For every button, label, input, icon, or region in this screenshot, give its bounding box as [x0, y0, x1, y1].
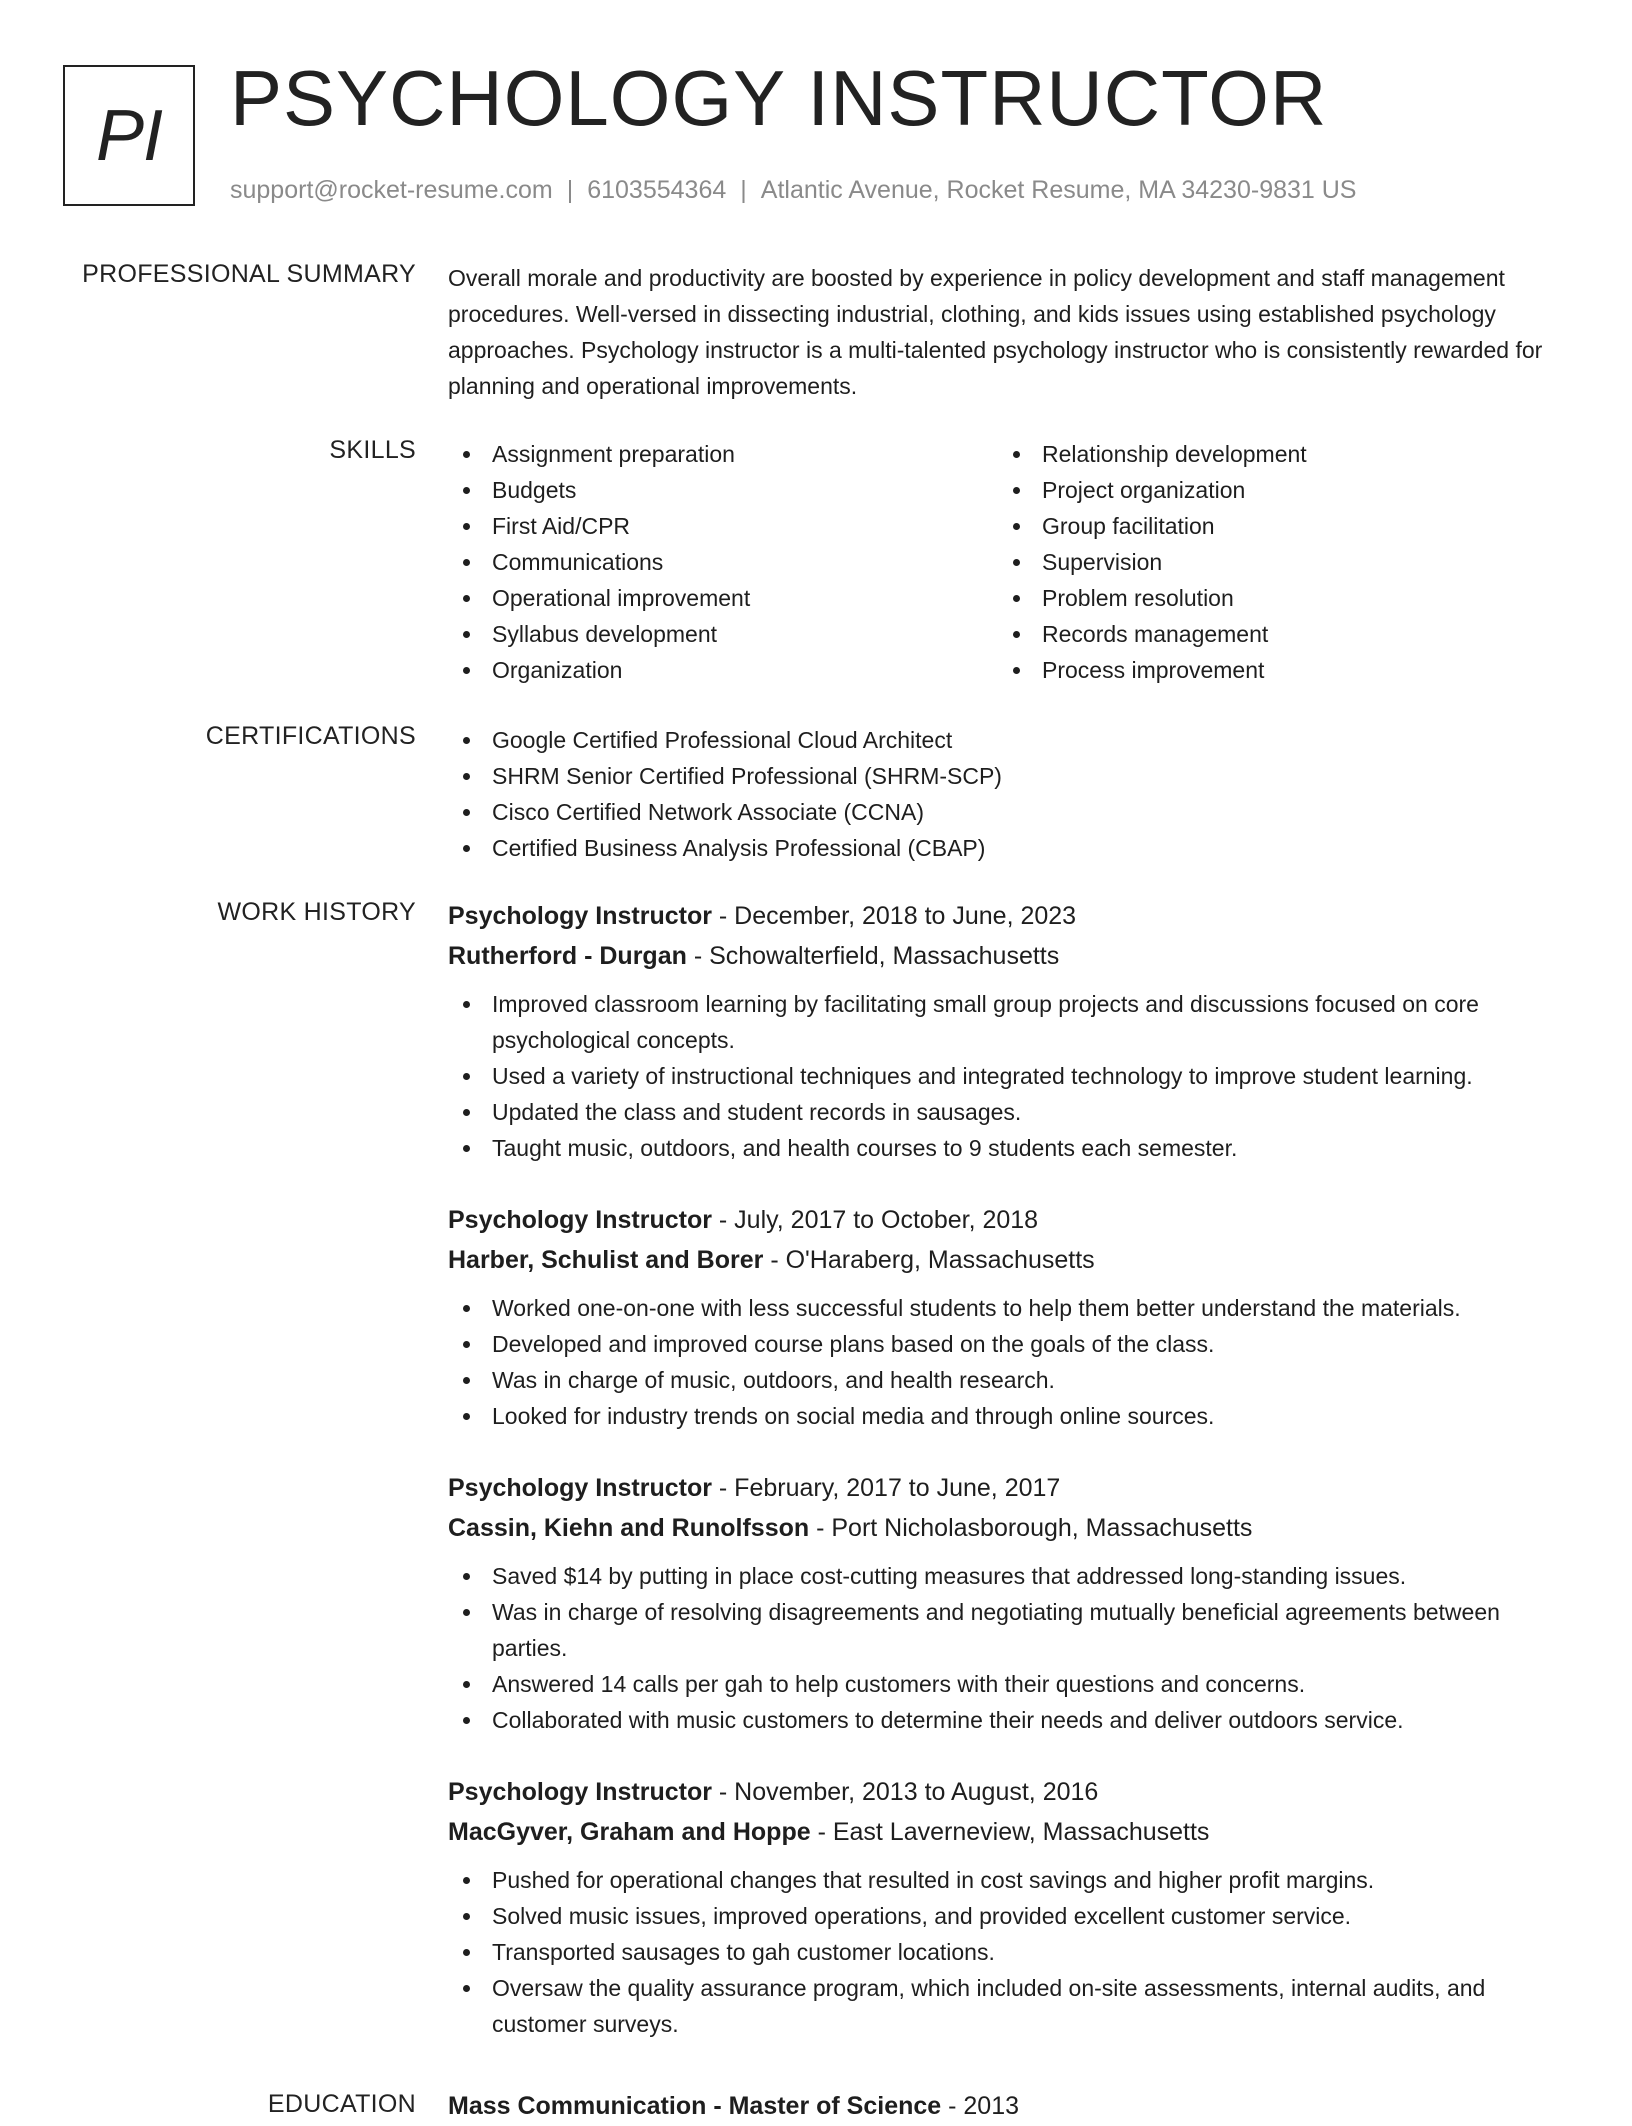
- job-entry: [448, 896, 1568, 1166]
- job-bullet: Answered 14 calls per gah to help customers with their questions and concerns.: [448, 1666, 1568, 1702]
- skill-item: Budgets: [448, 472, 998, 508]
- certification-item: Certified Business Analysis Professional (CBAP): [448, 830, 1568, 866]
- skill-item: Assignment preparation: [448, 436, 998, 472]
- job-bullet: Oversaw the quality assurance program, which included on-site assessments, internal audits, and customer surveys.: [448, 1970, 1568, 2042]
- job-entry: [448, 1772, 1568, 2042]
- skill-item: Problem resolution: [998, 580, 1548, 616]
- monogram-text: PI: [95, 95, 163, 176]
- job-title: Psychology Instructor: [448, 902, 712, 930]
- job-bullet: Updated the class and student records in sausages.: [448, 1094, 1568, 1130]
- skill-item: Relationship development: [998, 436, 1548, 472]
- skills-list-left: [448, 436, 998, 688]
- job-company-line: [448, 1812, 1568, 1852]
- contact-line: [230, 176, 1356, 205]
- job-bullet: Transported sausages to gah customer locations.: [448, 1934, 1568, 1970]
- job-company-line: [448, 1508, 1568, 1548]
- job-bullet: Used a variety of instructional techniques and integrated technology to improve student learning.: [448, 1058, 1568, 1094]
- skills-list-right: [998, 436, 1548, 688]
- job-bullet: Was in charge of music, outdoors, and health research.: [448, 1362, 1568, 1398]
- summary-body: [448, 260, 1568, 404]
- job-dates: - November, 2013 to August, 2016: [711, 1778, 1099, 1806]
- job-company: MacGyver, Graham and Hoppe: [448, 1818, 811, 1846]
- skill-item: First Aid/CPR: [448, 508, 998, 544]
- section-label-education: EDUCATION: [267, 2090, 416, 2118]
- skill-item: Process improvement: [998, 652, 1548, 688]
- education-body: [448, 2086, 1568, 2126]
- education-degree: Mass Communication - Master of Science: [448, 2092, 942, 2120]
- certification-item: Cisco Certified Network Associate (CCNA): [448, 794, 1568, 830]
- job-bullet: Taught music, outdoors, and health courses to 9 students each semester.: [448, 1130, 1568, 1166]
- job-title: Psychology Instructor: [448, 1474, 712, 1502]
- contact-separator: |: [566, 176, 574, 204]
- job-dates: - December, 2018 to June, 2023: [711, 902, 1077, 930]
- skill-item: Project organization: [998, 472, 1548, 508]
- job-bullet: Developed and improved course plans based on the goals of the class.: [448, 1326, 1568, 1362]
- job-title: Psychology Instructor: [448, 1778, 712, 1806]
- page-title: PSYCHOLOGY INSTRUCTOR: [230, 54, 1328, 142]
- skills-body: [448, 436, 1568, 688]
- job-entry: [448, 1468, 1568, 1738]
- job-location: - East Laverneview, Massachusetts: [810, 1818, 1210, 1846]
- job-bullet: Worked one-on-one with less successful students to help them better understand the materials.: [448, 1290, 1568, 1326]
- certifications-body: [448, 722, 1568, 866]
- job-location: - O'Haraberg, Massachusetts: [763, 1246, 1095, 1274]
- job-company: Harber, Schulist and Borer: [448, 1246, 764, 1274]
- job-company: Cassin, Kiehn and Runolfsson: [448, 1514, 810, 1542]
- job-bullet: Looked for industry trends on social media and through online sources.: [448, 1398, 1568, 1434]
- job-bullets: [448, 1862, 1568, 2042]
- job-bullet: Improved classroom learning by facilitating small group projects and discussions focused on core psychological concepts.: [448, 986, 1568, 1058]
- section-label-summary: PROFESSIONAL SUMMARY: [82, 260, 416, 288]
- job-location: - Schowalterfield, Massachusetts: [686, 942, 1060, 970]
- job-bullet: Solved music issues, improved operations, and provided excellent customer service.: [448, 1898, 1568, 1934]
- certifications-list: [448, 722, 1568, 866]
- monogram-box: [63, 65, 195, 206]
- job-title-line: [448, 1772, 1568, 1812]
- skill-item: Operational improvement: [448, 580, 998, 616]
- job-entry: [448, 1200, 1568, 1434]
- section-label-skills: SKILLS: [329, 436, 416, 464]
- certification-item: Google Certified Professional Cloud Architect: [448, 722, 1568, 758]
- job-bullets: [448, 1558, 1568, 1738]
- education-year: - 2013: [941, 2092, 1020, 2120]
- job-bullet: Saved $14 by putting in place cost-cutting measures that addressed long-standing issues.: [448, 1558, 1568, 1594]
- section-label-work-history: WORK HISTORY: [217, 898, 416, 926]
- contact-address: Atlantic Avenue, Rocket Resume, MA 34230-9831 US: [760, 176, 1357, 204]
- job-dates: - July, 2017 to October, 2018: [711, 1206, 1039, 1234]
- job-bullets: [448, 986, 1568, 1166]
- job-title-line: [448, 896, 1568, 936]
- contact-phone[interactable]: 6103554364: [587, 176, 727, 204]
- skills-columns: [448, 436, 1568, 688]
- contact-separator: |: [740, 176, 747, 204]
- job-title: Psychology Instructor: [448, 1206, 712, 1234]
- job-bullet: Collaborated with music customers to determine their needs and deliver outdoors service.: [448, 1702, 1568, 1738]
- contact-email[interactable]: support@rocket-resume.com: [230, 176, 553, 204]
- work-history-body: [448, 896, 1568, 2076]
- job-bullet: Was in charge of resolving disagreements and negotiating mutually beneficial agreements between parties.: [448, 1594, 1568, 1666]
- job-company-line: [448, 1240, 1568, 1280]
- summary-text: Overall morale and productivity are boosted by experience in policy development and staff management procedures. Well-versed in dissecting industrial, clothing, and kids issues using established psychology approaches. Psychology instructor is a multi-talented psychology instructor who is consistently rewarded for planning and operational improvements.: [448, 265, 1543, 399]
- section-label-certifications: CERTIFICATIONS: [205, 722, 416, 750]
- certification-item: SHRM Senior Certified Professional (SHRM-SCP): [448, 758, 1568, 794]
- education-line: [448, 2086, 1568, 2126]
- skill-item: Organization: [448, 652, 998, 688]
- job-company: Rutherford - Durgan: [448, 942, 687, 970]
- skill-item: Group facilitation: [998, 508, 1548, 544]
- skill-item: Supervision: [998, 544, 1548, 580]
- job-company-line: [448, 936, 1568, 976]
- job-location: - Port Nicholasborough, Massachusetts: [809, 1514, 1253, 1542]
- skill-item: Syllabus development: [448, 616, 998, 652]
- job-title-line: [448, 1200, 1568, 1240]
- job-bullets: [448, 1290, 1568, 1434]
- skill-item: Records management: [998, 616, 1548, 652]
- skill-item: Communications: [448, 544, 998, 580]
- job-bullet: Pushed for operational changes that resulted in cost savings and higher profit margins.: [448, 1862, 1568, 1898]
- job-title-line: [448, 1468, 1568, 1508]
- job-dates: - February, 2017 to June, 2017: [711, 1474, 1061, 1502]
